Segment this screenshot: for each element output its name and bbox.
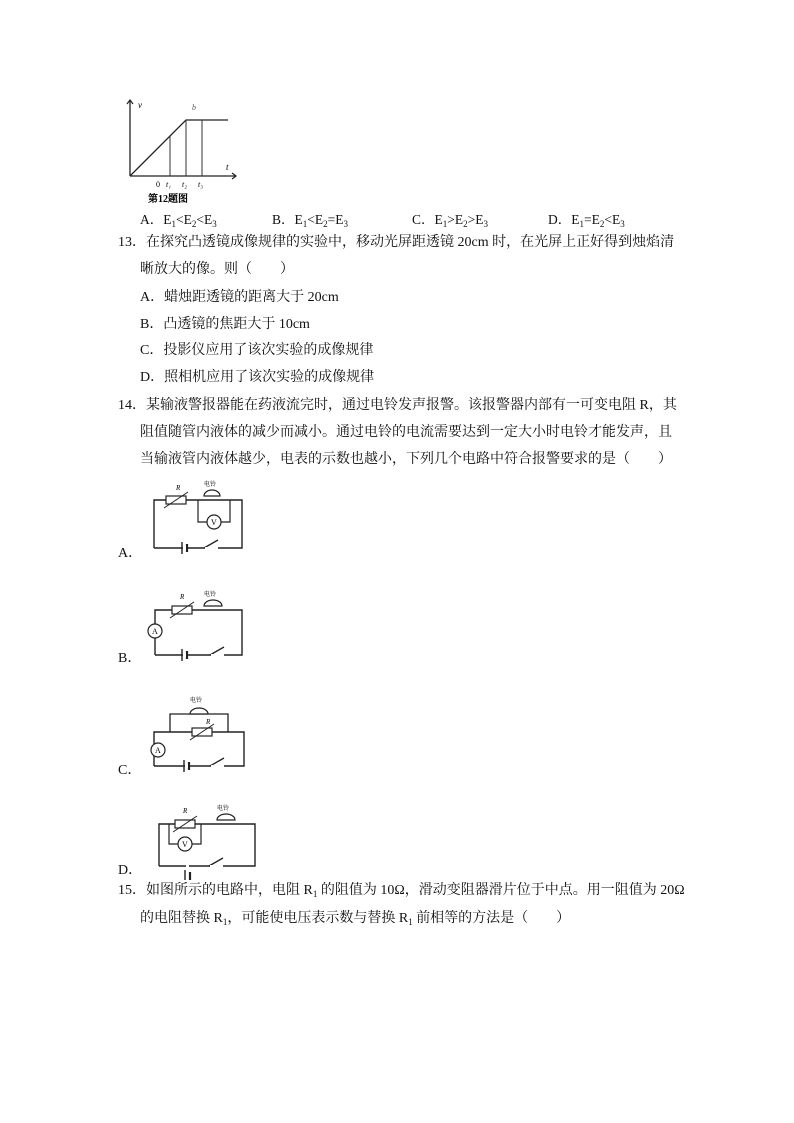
battery-gap <box>185 764 188 768</box>
switch <box>209 858 223 866</box>
q12-option-d[interactable] <box>548 208 625 229</box>
circuit-d-svg <box>145 800 265 880</box>
switch-gap <box>210 865 223 868</box>
q14-stem-line2: 阻值随管内液体的减少而减小。通过电铃的电流需要达到一定大小时电铃才能发声，且 <box>140 425 672 440</box>
q15-sub: 1 <box>312 889 318 899</box>
q13-option-c[interactable]: C．投影仪应用了该次实验的成像规律 <box>140 343 374 358</box>
switch-gap <box>205 547 218 550</box>
q15-text: 前相等的方法是（ ） <box>412 911 571 926</box>
q15-sub: 1 <box>222 917 228 927</box>
q15-text: ，可能使电压表示数与替换 R <box>227 911 409 926</box>
q13-option-b[interactable]: B．凸透镜的焦距大于 10cm <box>140 317 310 332</box>
option-letter: D． <box>548 212 572 227</box>
opt-sub: 2 <box>191 219 197 229</box>
tick-0: 0 <box>156 180 160 189</box>
q14-option-d-letter[interactable]: D． <box>118 863 143 878</box>
opt-sub: 2 <box>463 219 468 229</box>
q15-text: 的阻值为 10Ω，滑动变阻器滑片位于中点。用一阻值为 20Ω <box>317 883 685 898</box>
opt-sub: 1 <box>171 219 176 229</box>
opt-sub: 1 <box>302 219 308 229</box>
option-letter: A． <box>140 212 164 227</box>
circuit-wire <box>154 732 244 766</box>
circuit-wire <box>159 824 255 866</box>
opt-sub: 3 <box>212 219 217 229</box>
circuit-a-svg <box>142 478 262 558</box>
q14-option-a-letter[interactable]: A． <box>118 546 143 561</box>
switch <box>210 647 224 655</box>
opt-part: =E <box>327 212 344 227</box>
q12-graph-svg <box>118 96 243 206</box>
q15-sub: 1 <box>408 917 413 927</box>
bell-label: 电铃 <box>204 482 217 488</box>
circuit-wire <box>155 610 242 655</box>
q14-option-c-letter[interactable]: C． <box>118 763 142 778</box>
opt-sub: 3 <box>343 219 349 229</box>
battery-gap <box>183 653 186 657</box>
opt-part: <E <box>176 212 192 227</box>
opt-part: =E <box>584 212 600 227</box>
opt-sub: 2 <box>323 219 328 229</box>
graph-caption: 第12题图 <box>148 194 188 205</box>
q13-option-a[interactable]: A．蜡烛距透镜的距离大于 20cm <box>140 290 339 305</box>
q12-option-b[interactable] <box>272 208 348 229</box>
opt-part: <E <box>604 212 621 227</box>
q14-circuit-c[interactable] <box>142 688 262 776</box>
opt-part: E <box>294 212 303 227</box>
bell-label: 电铃 <box>204 592 217 598</box>
q13-option-d[interactable]: D．照相机应用了该次实验的成像规律 <box>140 370 375 385</box>
switch-gap <box>211 654 224 657</box>
q14-circuit-d[interactable] <box>145 800 265 880</box>
switch-gap <box>211 765 224 768</box>
opt-part: >E <box>447 212 464 227</box>
bell <box>204 600 222 606</box>
opt-part: E <box>434 212 443 227</box>
resistor-label: R <box>183 807 188 815</box>
q14-option-b-letter[interactable]: B． <box>118 651 142 666</box>
q12-option-a[interactable] <box>140 208 217 229</box>
axis-v-label: v <box>138 100 142 110</box>
q12-vt-graph <box>118 96 243 206</box>
ammeter-label: A <box>152 627 158 636</box>
q15-text: 15．如图所示的电路中，电阻 R <box>118 883 313 898</box>
axis-t-label: t <box>226 162 229 172</box>
switch <box>210 758 224 766</box>
voltmeter-label: V <box>211 518 217 527</box>
switch <box>204 540 218 548</box>
q13-stem-line2: 晰放大的像。则（ ） <box>140 262 294 277</box>
q14-stem-line1: 14．某输液警报器能在药液流完时，通过电铃发声报警。该报警器内部有一可变电阻 R，其 <box>118 398 677 413</box>
opt-part: <E <box>196 212 213 227</box>
q14-circuit-a[interactable] <box>142 478 262 558</box>
opt-sub: 1 <box>579 219 584 229</box>
opt-sub: 3 <box>483 219 489 229</box>
velocity-line <box>130 120 228 176</box>
opt-part: >E <box>467 212 484 227</box>
q15-text: 的电阻替换 R <box>140 911 223 926</box>
q15-stem-line1 <box>118 882 685 903</box>
opt-sub: 3 <box>620 219 625 229</box>
tick-t3: t₃ <box>198 180 204 189</box>
q13-stem-line1: 13．在探究凸透镜成像规律的实验中，移动光屏距透镜 20cm 时，在光屏上正好得到烛焰清 <box>118 235 675 250</box>
bell <box>217 814 235 820</box>
battery-gap <box>186 864 189 868</box>
ammeter-label: A <box>155 746 161 755</box>
graph-top-label: b <box>192 103 196 112</box>
opt-part: E <box>571 212 580 227</box>
opt-part: <E <box>307 212 324 227</box>
opt-part: E <box>163 212 172 227</box>
q14-circuit-b[interactable] <box>140 585 260 665</box>
circuit-c-svg <box>142 688 262 776</box>
resistor-label: R <box>206 718 211 726</box>
tick-t2: t₂ <box>182 180 188 189</box>
circuit-b-svg <box>140 585 260 665</box>
bell <box>204 490 220 496</box>
opt-sub: 2 <box>599 219 605 229</box>
bell <box>190 708 208 714</box>
opt-sub: 1 <box>442 219 448 229</box>
resistor-label: R <box>180 593 185 601</box>
bell-label: 电铃 <box>190 698 203 704</box>
option-letter: C． <box>412 212 435 227</box>
q12-option-c[interactable] <box>412 208 488 229</box>
resistor-label: R <box>176 484 181 492</box>
q14-stem-line3: 当输液管内液体越少，电表的示数也越小，下列几个电路中符合报警要求的是（ ） <box>140 452 672 467</box>
voltmeter-label: V <box>182 840 188 849</box>
bell-label: 电铃 <box>217 806 230 812</box>
battery-gap <box>183 546 186 550</box>
q15-stem-line2 <box>140 910 570 931</box>
tick-t1: t₁ <box>166 180 172 189</box>
option-letter: B． <box>272 212 295 227</box>
